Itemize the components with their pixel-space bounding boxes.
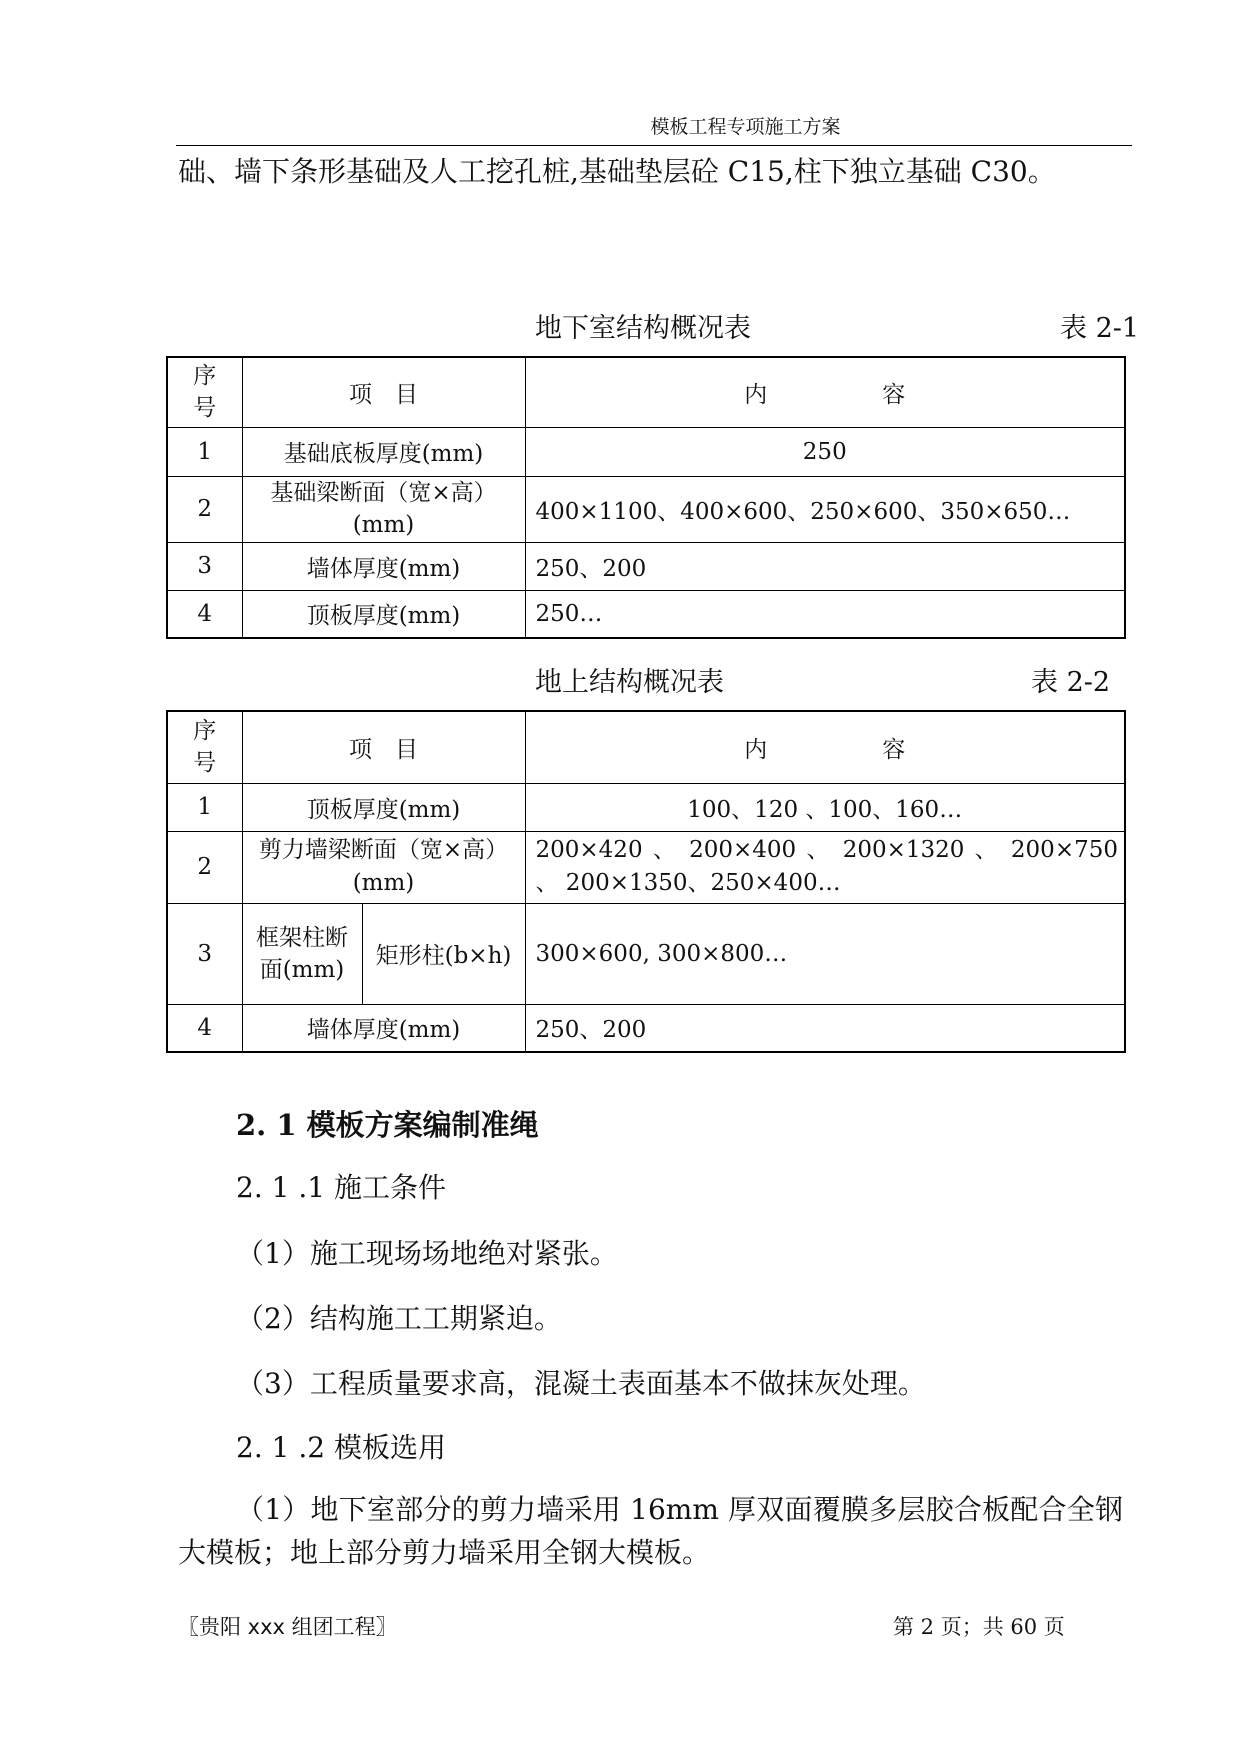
page-header-title: 模板工程专项施工方案 [650,116,841,138]
table-header-row [167,357,1125,427]
footer-page-number: 第 2 页；共 60 页 [893,1615,1065,1639]
intro-paragraph: 础、墙下条形基础及人工挖孔桩,基础垫层砼 C15,柱下独立基础 C30。 [178,155,1056,188]
cell-item: 顶板厚度(mm) [242,783,525,831]
table-row [167,542,1125,590]
cell-item: 框架柱断面(mm) [242,903,362,1004]
cell-seq: 2 [167,476,242,542]
cell-seq: 2 [167,831,242,903]
cell-seq: 1 [167,783,242,831]
cell-content: 100、120 、100、160… [525,783,1125,831]
table2-title: 地上结构概况表 [535,667,724,698]
cell-item: 基础梁断面（宽×高）(mm) [242,476,525,542]
cell-seq: 4 [167,590,242,638]
table-row [167,903,1125,1004]
cell-seq: 3 [167,903,242,1004]
header-content: 内 容 [525,711,1125,783]
list-item: （1）施工现场场地绝对紧张。 [236,1237,618,1270]
cell-item: 墙体厚度(mm) [242,1004,525,1052]
cell-seq: 1 [167,427,242,476]
table-row [167,783,1125,831]
table-header-row [167,711,1125,783]
table-row [167,831,1125,903]
table-row [167,590,1125,638]
table-row [167,476,1125,542]
list-item: （2）结构施工工期紧迫。 [236,1302,562,1335]
subsection-heading-1: 2. 1 .1 施工条件 [236,1171,446,1204]
cell-item: 剪力墙梁断面（宽×高）(mm) [242,831,525,903]
table-row [167,427,1125,476]
cell-subitem: 矩形柱(b×h) [362,903,525,1004]
footer-project-name: 〖贵阳 xxx 组团工程〗 [178,1615,397,1639]
header-seq [167,711,242,783]
cell-content: 200×420 、 200×400 、 200×1320 、 200×750 、 200×1350、250×400… [525,831,1125,903]
header-seq-text: 序号 [193,363,217,422]
table2-number: 表 2-2 [1031,667,1111,698]
cell-content: 300×600, 300×800… [525,903,1125,1004]
header-seq [167,357,242,427]
cell-seq: 4 [167,1004,242,1052]
header-item: 项 目 [242,357,525,427]
header-item: 项 目 [242,711,525,783]
cell-item: 墙体厚度(mm) [242,542,525,590]
cell-content: 250、200 [525,1004,1125,1052]
header-seq-text: 序号 [193,718,217,777]
cell-content: 400×1100、400×600、250×600、350×650… [525,476,1125,542]
section-heading: 2. 1 模板方案编制准绳 [236,1108,539,1142]
table-above-ground-structure [166,710,1126,1053]
cell-seq: 3 [167,542,242,590]
header-content: 内 容 [525,357,1125,427]
cell-content: 250… [525,590,1125,638]
cell-content: 250 [525,427,1125,476]
table-row [167,1004,1125,1052]
table-basement-structure [166,356,1126,639]
cell-content: 250、200 [525,542,1125,590]
table1-title: 地下室结构概况表 [535,313,751,344]
cell-item: 顶板厚度(mm) [242,590,525,638]
cell-item: 基础底板厚度(mm) [242,427,525,476]
list-item: （3）工程质量要求高，混凝土表面基本不做抹灰处理。 [236,1367,926,1400]
paragraph-formwork-selection: （1）地下室部分的剪力墙采用 16mm 厚双面覆膜多层胶合板配合全钢大模板；地上部分剪力墙采用全钢大模板。 [178,1493,1123,1569]
table1-number: 表 2-1 [1060,313,1140,344]
subsection-heading-2: 2. 1 .2 模板选用 [236,1431,446,1464]
header-rule [176,145,1132,146]
